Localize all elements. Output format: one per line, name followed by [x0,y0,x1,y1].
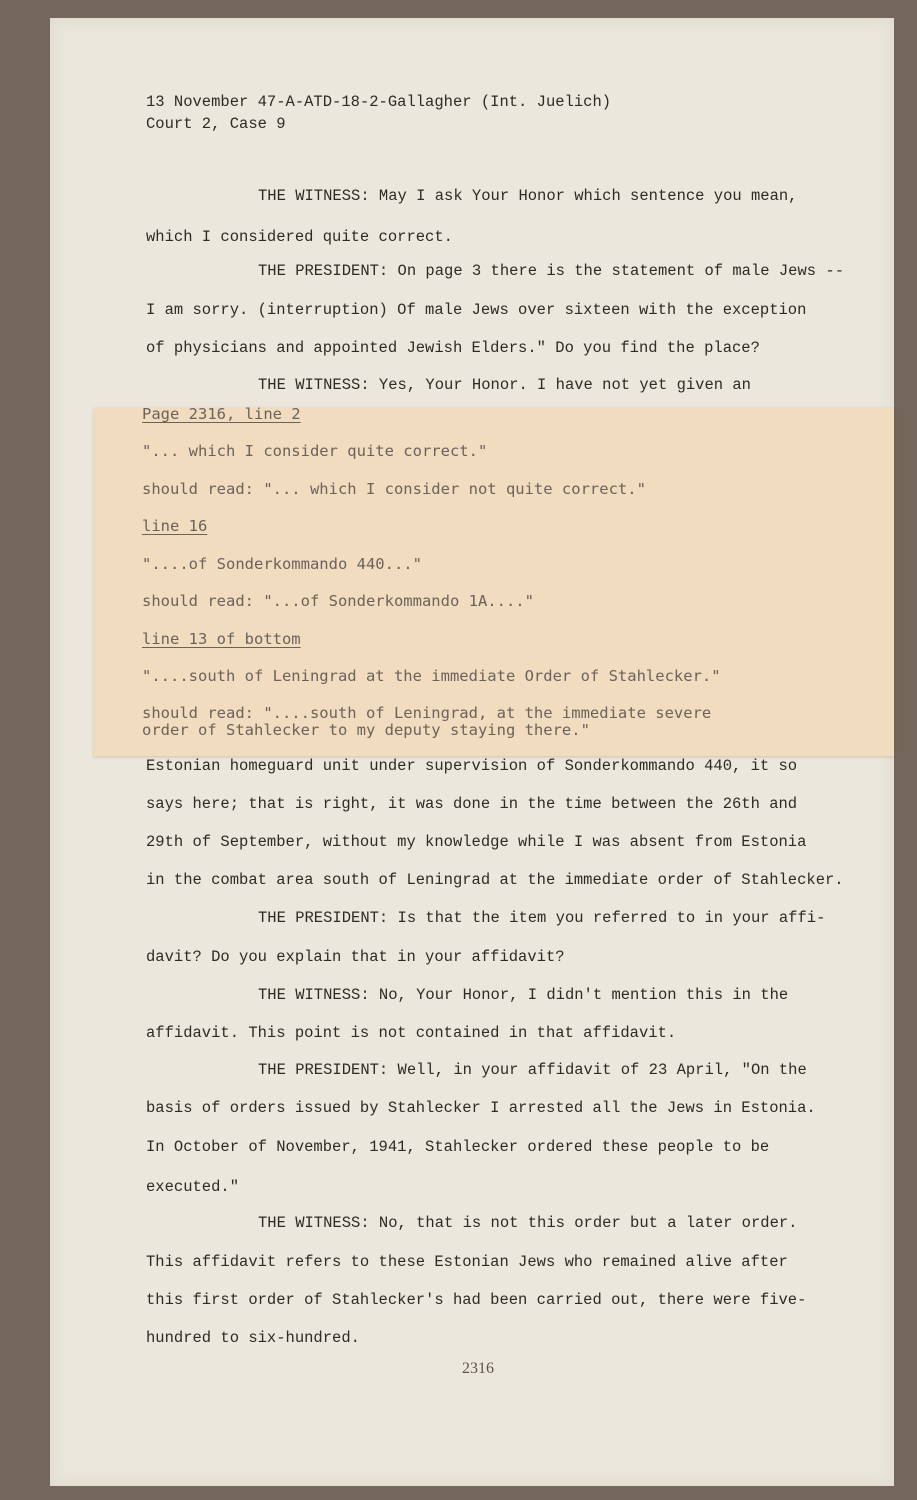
body-line: executed." [146,1178,240,1196]
body-line: of physicians and appointed Jewish Elders." Do you find the place? [146,339,760,357]
body-line: This affidavit refers to these Estonian Jews who remained alive after [146,1253,788,1271]
body-line: THE PRESIDENT: On page 3 there is the statement of male Jews -- [258,262,844,280]
body-line: In October of November, 1941, Stahlecker ordered these people to be [146,1138,770,1156]
slip-line: "... which I consider quite correct." [142,442,488,460]
body-line: which I considered quite correct. [146,228,453,246]
body-line: THE WITNESS: May I ask Your Honor which sentence you mean, [258,187,798,205]
slip-line-heading: line 13 of bottom [142,630,301,648]
body-line: THE PRESIDENT: Is that the item you referred to in your affi- [258,909,826,927]
slip-line: "....of Sonderkommando 440..." [142,555,422,573]
slip-line: should read: "...of Sonderkommando 1A...." [142,592,534,610]
body-line: basis of orders issued by Stahlecker I arrested all the Jews in Estonia. [146,1099,816,1117]
slip-line: "....south of Leningrad at the immediate Order of Stahlecker." [142,667,721,685]
slip-line-heading: Page 2316, line 2 [142,405,301,423]
body-line: THE PRESIDENT: Well, in your affidavit of 23 April, "On the [258,1061,807,1079]
slip-line: order of Stahlecker to my deputy staying there." [142,721,590,739]
body-line: in the combat area south of Leningrad at the immediate order of Stahlecker. [146,871,844,889]
body-line: Estonian homeguard unit under supervision of Sonderkommando 440, it so [146,757,798,775]
body-line: 29th of September, without my knowledge while I was absent from Estonia [146,833,807,851]
body-line: affidavit. This point is not contained in that affidavit. [146,1024,677,1042]
body-line: says here; that is right, it was done in the time between the 26th and [146,795,798,813]
body-line: this first order of Stahlecker's had been carried out, there were five- [146,1291,807,1309]
header-line-2: Court 2, Case 9 [146,115,286,133]
body-line: THE WITNESS: No, that is not this order but a later order. [258,1214,798,1232]
body-line: I am sorry. (interruption) Of male Jews over sixteen with the exception [146,301,807,319]
slip-line: should read: "... which I consider not quite correct." [142,480,646,498]
slip-line: should read: "....south of Leningrad, at the immediate severe [142,704,712,722]
header-line-1: 13 November 47-A-ATD-18-2-Gallagher (Int. Juelich) [146,93,612,111]
body-line: davit? Do you explain that in your affidavit? [146,948,565,966]
body-line: THE WITNESS: Yes, Your Honor. I have not yet given an [258,376,751,394]
body-line: THE WITNESS: No, Your Honor, I didn't mention this in the [258,986,789,1004]
slip-line-heading: line 16 [142,517,208,535]
body-line: hundred to six-hundred. [146,1329,360,1347]
page-number: 2316 [462,1360,494,1377]
